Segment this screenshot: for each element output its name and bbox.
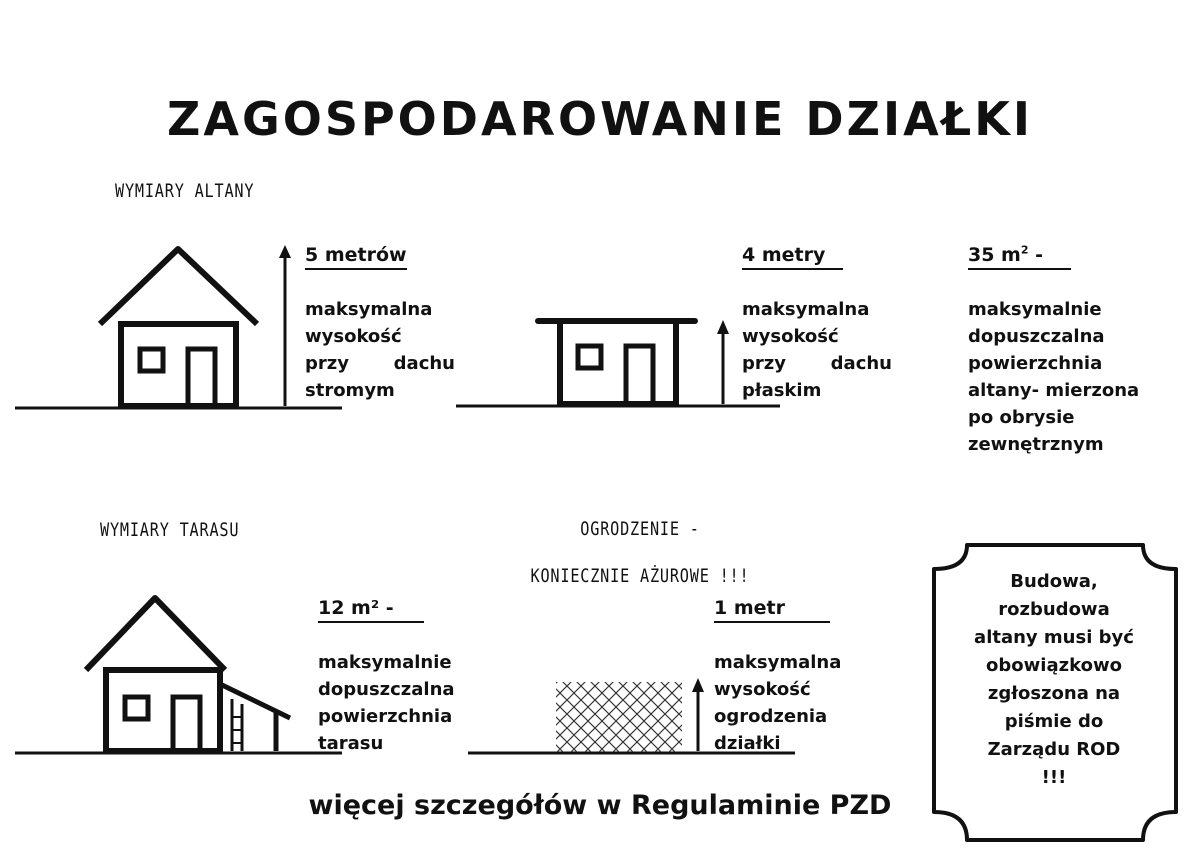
flat-roof-house-icon (456, 321, 780, 406)
footer-note: więcej szczegółów w Regulaminie PZD (308, 790, 892, 821)
fence-height-value: 1 metr (714, 597, 830, 623)
house-with-terrace-icon (15, 598, 342, 753)
arrow-up-icon (279, 245, 291, 406)
ogrodzenie-heading: OGRODZENIE - (580, 518, 700, 540)
arrow-up-icon (717, 320, 729, 404)
note-text: Budowa, rozbudowa altany musi być obowiązkowo zgłoszona na piśmie do Zarządu ROD !!! (974, 571, 1134, 788)
steep-height-value: 5 metrów (305, 244, 407, 270)
taras-area-desc: maksymalnie dopuszczalna powierzchnia tarasu (318, 652, 455, 754)
steep-roof-house-icon (15, 249, 342, 408)
altana-area-value: 35 $m^2$ - (968, 244, 1071, 270)
altana-heading: WYMIARY ALTANY (115, 180, 255, 202)
steep-height-desc: maksymalna wysokość przy dachu stromym (305, 299, 455, 401)
arrow-up-icon (692, 678, 704, 751)
flat-height-desc: maksymalna wysokość przy dachu płaskim (742, 299, 892, 401)
page-title: ZAGOSPODAROWANIE DZIAŁKI (167, 92, 1033, 146)
fence-height-desc: maksymalna wysokość ogrodzenia działki (714, 652, 842, 754)
ogrodzenie-subheading: KONIECZNIE AŻUROWE !!! (530, 565, 750, 587)
taras-heading: WYMIARY TARASU (100, 519, 240, 541)
taras-area-value: 12 m² - (318, 597, 424, 623)
flat-height-value: 4 metry (742, 244, 843, 270)
altana-area-desc: maksymalnie dopuszczalna powierzchnia altany- mierzona po obrysie zewnętrznym (968, 299, 1140, 455)
